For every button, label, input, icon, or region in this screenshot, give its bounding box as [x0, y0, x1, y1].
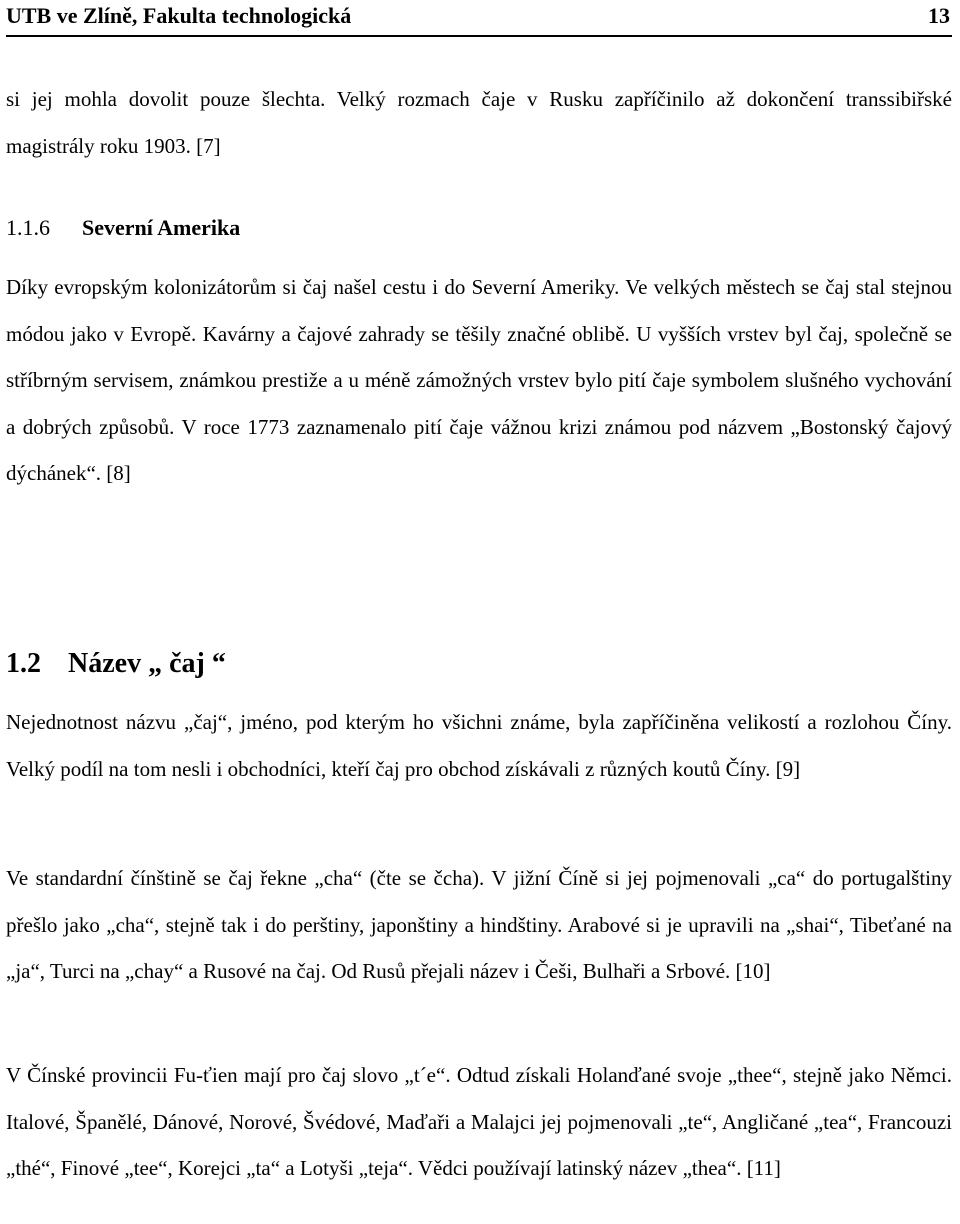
section-title: Název „ čaj “ — [68, 648, 226, 679]
page-number: 13 — [928, 3, 950, 28]
section-heading-1-2 — [6, 640, 226, 688]
section-number: 1.1.6 — [6, 215, 50, 240]
section-number: 1.2 — [6, 648, 41, 679]
paragraph-languages: Ve standardní čínštině se čaj řekne „cha“ (čte se čcha). V jižní Číně si jej pojmenovali „ca“ do portugalštiny přešlo jako „cha“, stejně tak i do perštiny, japonštiny a hindštiny. Arabové si je upravili na „shai“, Tibeťané na „ja“, Turci na „chay“ a Rusové na čaj. Od Rusů přejali název i Češi, Bulhaři a Srbové. [10] — [6, 866, 952, 983]
paragraph-name-origin: Nejednotnost názvu „čaj“, jméno, pod kterým ho všichni známe, byla zapříčiněna velikostí a rozlohou Číny. Velký podíl na tom nesli i obchodníci, kteří čaj pro obchod získávali z různých koutů Číny. [9] — [6, 710, 952, 781]
section-title: Severní Amerika — [82, 215, 241, 240]
paragraph-intro: si jej mohla dovolit pouze šlechta. Velký rozmach čaje v Rusku zapříčinilo až dokončení transsibiřské magistrály roku 1903. [7] — [6, 87, 952, 158]
section-heading-1-1-6 — [6, 208, 240, 248]
paragraph-fujian: V Čínské provincii Fu-ťien mají pro čaj slovo „t´e“. Odtud získali Holanďané svoje „thee“, stejně jako Němci. Italové, Španělé, Dánové, Norové, Švédové, Maďaři a Malajci jej pojmenovali „te“, Angličané „tea“, Francouzi „thé“, Finové „tee“, Korejci „ta“ a Lotyši „teja“. Vědci používají latinský název „thea“. [11] — [6, 1063, 952, 1180]
paragraph-north-america: Díky evropským kolonizátorům si čaj našel cestu i do Severní Ameriky. Ve velkých městech se čaj stal stejnou módou jako v Evropě. Kavárny a čajové zahrady se těšily značné oblibě. U vyšších vrstev byl čaj, společně se stříbrným servisem, známkou prestiže a u méně zámožných vrstev bylo pití čaje symbolem slušného vychování a dobrých způsobů. V roce 1773 zaznamenalo pití čaje vážnou krizi známou pod názvem „Bostonský čajový dýchánek“. [8] — [6, 275, 952, 485]
page-header — [6, 2, 952, 37]
header-title: UTB ve Zlíně, Fakulta technologická — [6, 3, 352, 28]
